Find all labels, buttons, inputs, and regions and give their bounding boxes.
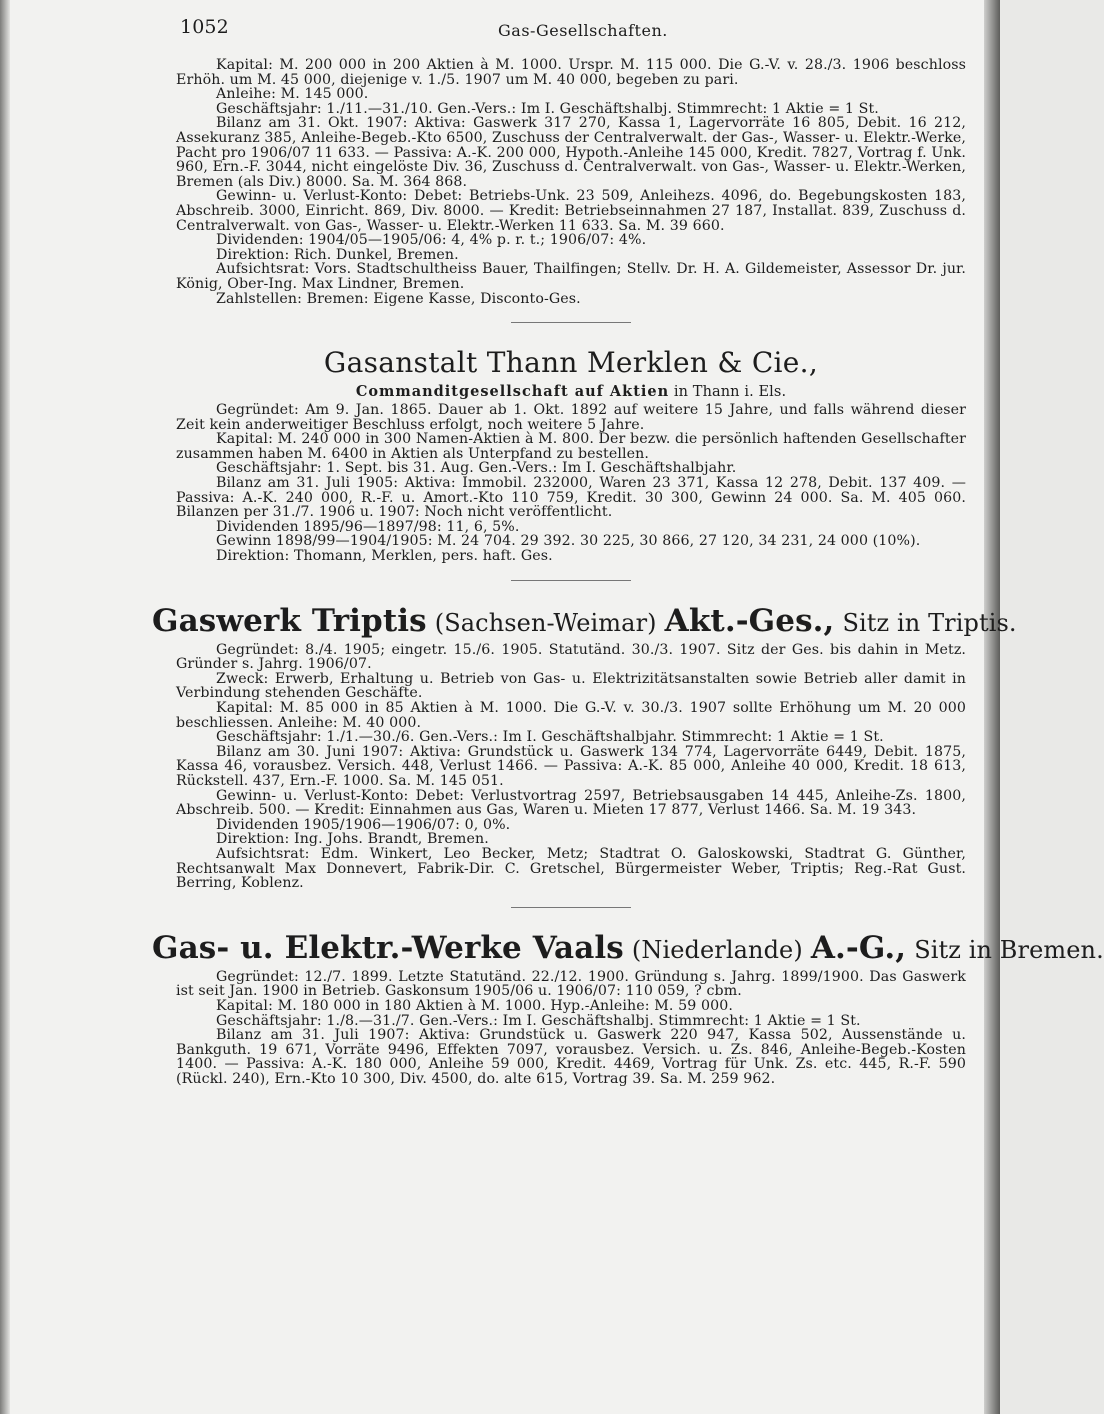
- paragraph: Bilanz am 31. Juli 1907: Aktiva: Grundstück u. Gaswerk 220 947, Kassa 502, Aussenstände u. Bankguth. 19 671, Vorräte 9496, Effekten 7097, vorausbez. Versich. u. Zs. 846, Anleihe-Begeb.-Kosten 1400. — Passiva: A.-K. 180 000, Anleihe 59 000, Kredit. 4469, Vortrag für Unk. Zs. etc. 445, R.-F. 590 (Rückl. 240), Ern.-Kto 10 300, Div. 4500, do. alte 615, Vortrag 39. Sa. M. 259 962.: [176, 1027, 966, 1087]
- paragraph: Gewinn- u. Verlust-Konto: Debet: Betriebs-Unk. 23 509, Anleihezs. 4096, do. Begebungskosten 183, Abschreib. 3000, Einricht. 869, Div. 8000. — Kredit: Betriebseinnahmen 27 187, Installat. 839, Zuschuss d. Centralverwalt. von Gas-, Wasser- u. Elektr.-Werken 11 633. Sa. M. 39 660.: [176, 188, 966, 234]
- title-form: Akt.-Ges.,: [664, 602, 835, 639]
- paragraph: Geschäftsjahr: 1./1.—30./6. Gen.-Vers.: Im I. Geschäftshalbjahr. Stimmrecht: 1 Aktie = 1 St.: [216, 729, 884, 746]
- company-form: Commanditgesellschaft auf Aktien: [355, 383, 670, 401]
- paragraph: Aufsichtsrat: Edm. Winkert, Leo Becker, Metz; Stadtrat O. Galoskowski, Stadtrat G. Günther, Rechtsanwalt Max Donnevert, Fabrik-Dir. C. Gretschel, Bürgermeister Weber, Triptis; Reg.-Rat Gust. Berring, Koblenz.: [176, 845, 966, 892]
- paragraph: Geschäftsjahr: 1./8.—31./7. Gen.-Vers.: Im I. Geschäftshalbj. Stimmrecht: 1 Aktie = 1 St.: [216, 1012, 861, 1029]
- title-seat: Sitz in Triptis.: [842, 608, 1017, 637]
- paragraph: Aufsichtsrat: Vors. Stadtschultheiss Bauer, Thailfingen; Stellv. Dr. H. A. Gildemeister, Assessor Dr. jur. König, Ober-Ing. Max Lindner, Bremen.: [176, 261, 966, 292]
- section-1: [176, 58, 966, 306]
- section-2: [176, 347, 966, 564]
- paragraph: Gewinn- u. Verlust-Konto: Debet: Verlustvortrag 2597, Betriebsausgaben 14 445, Anleihe-Zs. 1800, Abschreib. 500. — Kredit: Einnahmen aus Gas, Waren u. Mieten 17 877, Verlust 1466. Sa. M. 19 343.: [176, 787, 966, 819]
- paragraph: Bilanz am 31. Okt. 1907: Aktiva: Gaswerk 317 270, Kassa 1, Lagervorräte 16 805, Debit. 16 212, Assekuranz 385, Anleihe-Begeb.-Kto 6500, Zuschuss der Centralverwalt. der Gas-, Wasser- u. Elektr.-Werke, Pacht pro 1906/07 11 633. — Passiva: A.-K. 200 000, Hypoth.-Anleihe 145 000, Kredit. 7827, Vortrag f. Unk. 960, Ern.-F. 3044, nicht eingelöste Div. 36, Zuschuss d. Centralverwalt. von Gas-, Wasser- u. Elektr.-Werken, Bremen (als Div.) 8000. Sa. M. 364 868.: [176, 115, 966, 190]
- paragraph: Direktion: Thomann, Merklen, pers. haft. Ges.: [216, 548, 553, 565]
- paragraph: Dividenden 1905/1906—1906/07: 0, 0%.: [216, 816, 511, 833]
- paragraph: Kapital: M. 200 000 in 200 Aktien à M. 1000. Urspr. M. 115 000. Die G.-V. v. 28./3. 1906 beschloss Erhöh. um M. 45 000, diejenige v. 1./5. 1907 um M. 40 000, begeben zu pari.: [176, 57, 966, 88]
- page-edge-left: [0, 0, 10, 1414]
- company-subtitle: [176, 383, 966, 401]
- page-edge-right: [984, 0, 1000, 1414]
- title-seat: Sitz in Bremen.: [914, 935, 1104, 964]
- paragraph: Direktion: Ing. Johs. Brandt, Bremen.: [216, 831, 489, 848]
- section-divider: [511, 907, 631, 908]
- company-seat: in Thann i. Els.: [673, 384, 787, 401]
- paragraph: Bilanz am 30. Juni 1907: Aktiva: Grundstück u. Gaswerk 134 774, Lagervorräte 6449, Debit. 1875, Kassa 46, vorausbez. Versich. 448, Verlust 1466. — Passiva: A.-K. 85 000, Anleihe 40 000, Kredit. 18 613, Rückstell. 437, Ern.-F. 1000. Sa. M. 145 051.: [176, 743, 966, 789]
- section-divider: [511, 322, 631, 323]
- title-form: A.-G.,: [810, 929, 907, 966]
- title-name: Gaswerk Triptis: [152, 602, 427, 639]
- paragraph: Gegründet: Am 9. Jan. 1865. Dauer ab 1. Okt. 1892 auf weitere 15 Jahre, und falls während dieser Zeit kein anderweitiger Beschluss erfolgt, noch weitere 5 Jahre.: [176, 402, 966, 433]
- paragraph: Zahlstellen: Bremen: Eigene Kasse, Disconto-Ges.: [216, 290, 581, 307]
- paragraph: Dividenden 1895/96—1897/98: 11, 6, 5%.: [216, 518, 520, 535]
- paragraph: Bilanz am 31. Juli 1905: Aktiva: Immobil. 232000, Waren 23 371, Kassa 12 278, Debit. 137 409. — Passiva: A.-K. 240 000, R.-F. u. Amort.-Kto 110 759, Kredit. 30 300, Gewinn 24 000. Sa. M. 405 060. Bilanzen per 31./7. 1906 u. 1907: Noch nicht veröffentlicht.: [176, 475, 966, 521]
- section-divider: [511, 580, 631, 581]
- paragraph: Gegründet: 12./7. 1899. Letzte Statutänd. 22./12. 1900. Gründung s. Jahrg. 1899/1900. Das Gaswerk ist seit Jan. 1900 in Betrieb. Gaskonsum 1905/06 u. 1906/07: 110 059, ? cbm.: [176, 968, 966, 1000]
- company-title: [152, 602, 1017, 639]
- section-3: [152, 602, 1017, 892]
- paragraph: Geschäftsjahr: 1./11.—31./10. Gen.-Vers.: Im I. Geschäftshalbj. Stimmrecht: 1 Aktie = 1 St.: [216, 100, 879, 117]
- page-content: [152, 16, 1104, 1087]
- title-name: Gas- u. Elektr.-Werke Vaals: [152, 929, 624, 966]
- section-4: [152, 929, 1104, 1087]
- page-number: 1052: [180, 16, 229, 38]
- company-title: [152, 929, 1104, 966]
- paragraph: Kapital: M. 180 000 in 180 Aktien à M. 1000. Hyp.-Anleihe: M. 59 000.: [216, 997, 733, 1014]
- title-region: (Niederlande): [631, 935, 803, 964]
- paragraph: Zweck: Erwerb, Erhaltung u. Betrieb von Gas- u. Elektrizitätsanstalten sowie Betrieb aller damit in Verbindung stehenden Geschäfte.: [176, 670, 966, 702]
- title-region: (Sachsen-Weimar): [434, 608, 657, 637]
- paragraph: Anleihe: M. 145 000.: [216, 86, 369, 103]
- paragraph: Dividenden: 1904/05—1905/06: 4, 4% p. r. t.; 1906/07: 4%.: [216, 232, 647, 249]
- paragraph: Gegründet: 8./4. 1905; eingetr. 15./6. 1905. Statutänd. 30./3. 1907. Sitz der Ges. bis dahin in Metz. Gründer s. Jahrg. 1906/07.: [176, 641, 966, 673]
- paragraph: Kapital: M. 240 000 in 300 Namen-Aktien à M. 800. Der bezw. die persönlich haftenden Gesellschafter zusammen haben M. 6400 in Aktien als Unterpfand zu bestellen.: [176, 431, 967, 462]
- page-header: [176, 18, 966, 58]
- paragraph: Gewinn 1898/99—1904/1905: M. 24 704. 29 392. 30 225, 30 866, 27 120, 34 231, 24 000 (10%).: [216, 533, 921, 550]
- company-title: Gasanstalt Thann Merklen & Cie.,: [323, 346, 819, 380]
- paragraph: Direktion: Rich. Dunkel, Bremen.: [216, 246, 459, 263]
- running-title: Gas-Gesellschaften.: [498, 21, 668, 40]
- paragraph: Kapital: M. 85 000 in 85 Aktien à M. 1000. Die G.-V. v. 30./3. 1907 sollte Erhöhung um M. 20 000 beschliessen. Anleihe: M. 40 000.: [176, 700, 966, 731]
- paragraph: Geschäftsjahr: 1. Sept. bis 31. Aug. Gen.-Vers.: Im I. Geschäftshalbjahr.: [216, 460, 737, 477]
